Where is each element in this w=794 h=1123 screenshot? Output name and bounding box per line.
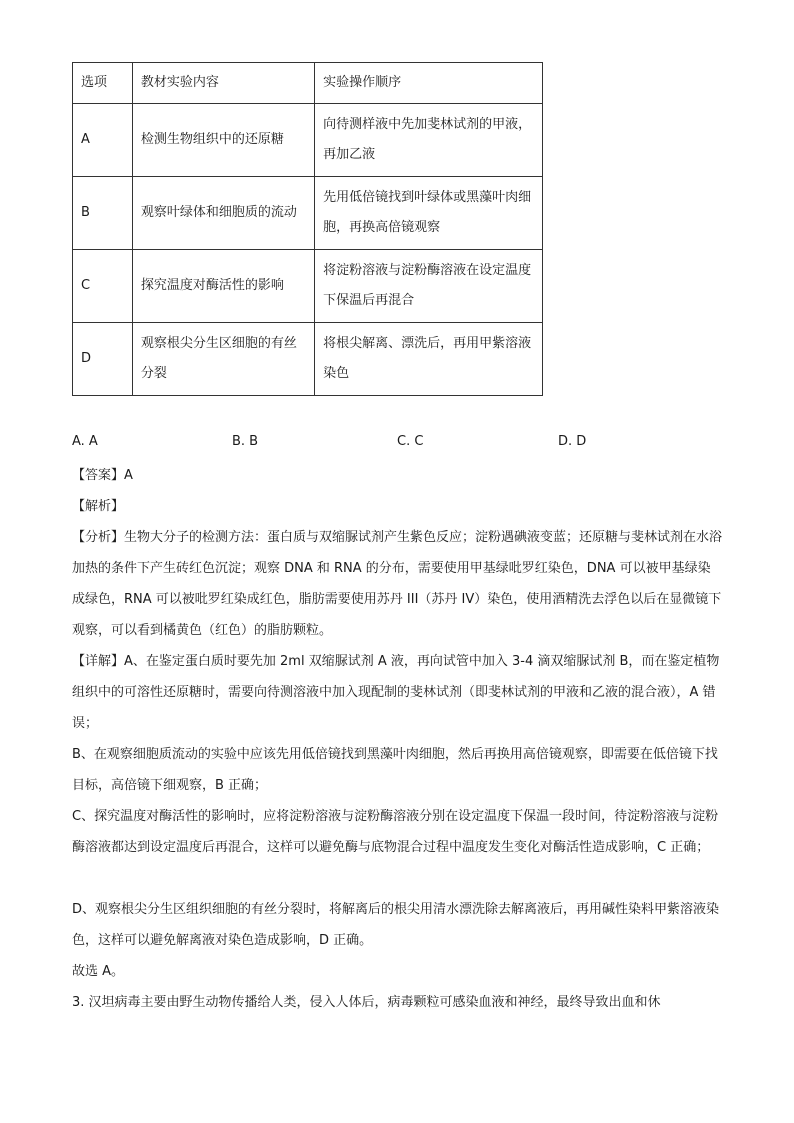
conclusion-line: 故选 A。 bbox=[72, 964, 125, 979]
row-procedure: 将根尖解离、漂洗后，再用甲紫溶液染色 bbox=[315, 323, 543, 396]
choice-a: A. A bbox=[72, 434, 98, 449]
header-option: 选项 bbox=[73, 63, 133, 104]
table-row bbox=[73, 323, 543, 396]
header-content: 教材实验内容 bbox=[132, 63, 314, 104]
row-option: D bbox=[73, 323, 133, 396]
row-content: 检测生物组织中的还原糖 bbox=[132, 104, 314, 177]
row-content: 探究温度对酶活性的影响 bbox=[132, 250, 314, 323]
header-procedure: 实验操作顺序 bbox=[315, 63, 543, 104]
detail-d-paragraph: D、观察根尖分生区组织细胞的有丝分裂时，将解离后的根尖用清水漂洗除去解离液后，再用碱性染料甲紫溶液染色，这样可以避免解离液对染色造成影响，D 正确。 bbox=[72, 902, 720, 948]
row-content: 观察叶绿体和细胞质的流动 bbox=[132, 177, 314, 250]
row-option: C bbox=[73, 250, 133, 323]
row-procedure: 先用低倍镜找到叶绿体或黑藻叶肉细胞，再换高倍镜观察 bbox=[315, 177, 543, 250]
answer-choices bbox=[72, 434, 732, 456]
table-row bbox=[73, 104, 543, 177]
table-row bbox=[73, 177, 543, 250]
detail-b-paragraph: B、在观察细胞质流动的实验中应该先用低倍镜找到黑藻叶肉细胞，然后再换用高倍镜观察，即需要在低倍镜下找目标，高倍镜下细观察，B 正确； bbox=[72, 747, 718, 793]
analysis-paragraph: 【分析】生物大分子的检测方法：蛋白质与双缩脲试剂产生紫色反应；淀粉遇碘液变蓝；还原糖与斐林试剂在水浴加热的条件下产生砖红色沉淀；观察 DNA 和 RNA 的分布，需要使用甲基绿吡罗红染色，DNA 可以被甲基绿染成绿色，RNA 可以被吡罗红染成红色，脂肪需要使用苏丹 III（苏丹 IV）染色，使用酒精洗去浮色以后在显微镜下观察，可以看到橘黄色（红色）的脂肪颗粒。 bbox=[72, 530, 723, 638]
row-procedure: 将淀粉溶液与淀粉酶溶液在设定温度下保温后再混合 bbox=[315, 250, 543, 323]
table-row bbox=[73, 250, 543, 323]
choice-b: B. B bbox=[232, 434, 259, 449]
row-procedure: 向待测样液中先加斐林试剂的甲液，再加乙液 bbox=[315, 104, 543, 177]
detail-a-paragraph: 【详解】A、在鉴定蛋白质时要先加 2ml 双缩脲试剂 A 液，再向试管中加入 3-4 滴双缩脲试剂 B，而在鉴定植物组织中的可溶性还原糖时，需要向待测溶液中加入现配制的斐林试剂（即斐林试剂的甲液和乙液的混合液），A 错误； bbox=[72, 654, 720, 731]
detail-c-paragraph: C、探究温度对酶活性的影响时，应将淀粉溶液与淀粉酶溶液分别在设定温度下保温一段时间，待淀粉溶液与淀粉酶溶液都达到设定温度后再混合，这样可以避免酶与底物混合过程中温度发生变化对酶活性造成影响，C 正确； bbox=[72, 809, 719, 855]
answer-line: 【答案】A bbox=[72, 468, 133, 483]
row-option: B bbox=[73, 177, 133, 250]
table-header-row bbox=[73, 63, 543, 104]
choice-d: D. D bbox=[558, 434, 587, 449]
next-question: 3. 汉坦病毒主要由野生动物传播给人类，侵入人体后，病毒颗粒可感染血液和神经，最终导致出血和休 bbox=[72, 995, 661, 1010]
experiment-table bbox=[72, 62, 543, 396]
row-content: 观察根尖分生区细胞的有丝分裂 bbox=[132, 323, 314, 396]
analysis-label: 【解析】 bbox=[72, 499, 125, 514]
choice-c: C. C bbox=[397, 434, 424, 449]
row-option: A bbox=[73, 104, 133, 177]
